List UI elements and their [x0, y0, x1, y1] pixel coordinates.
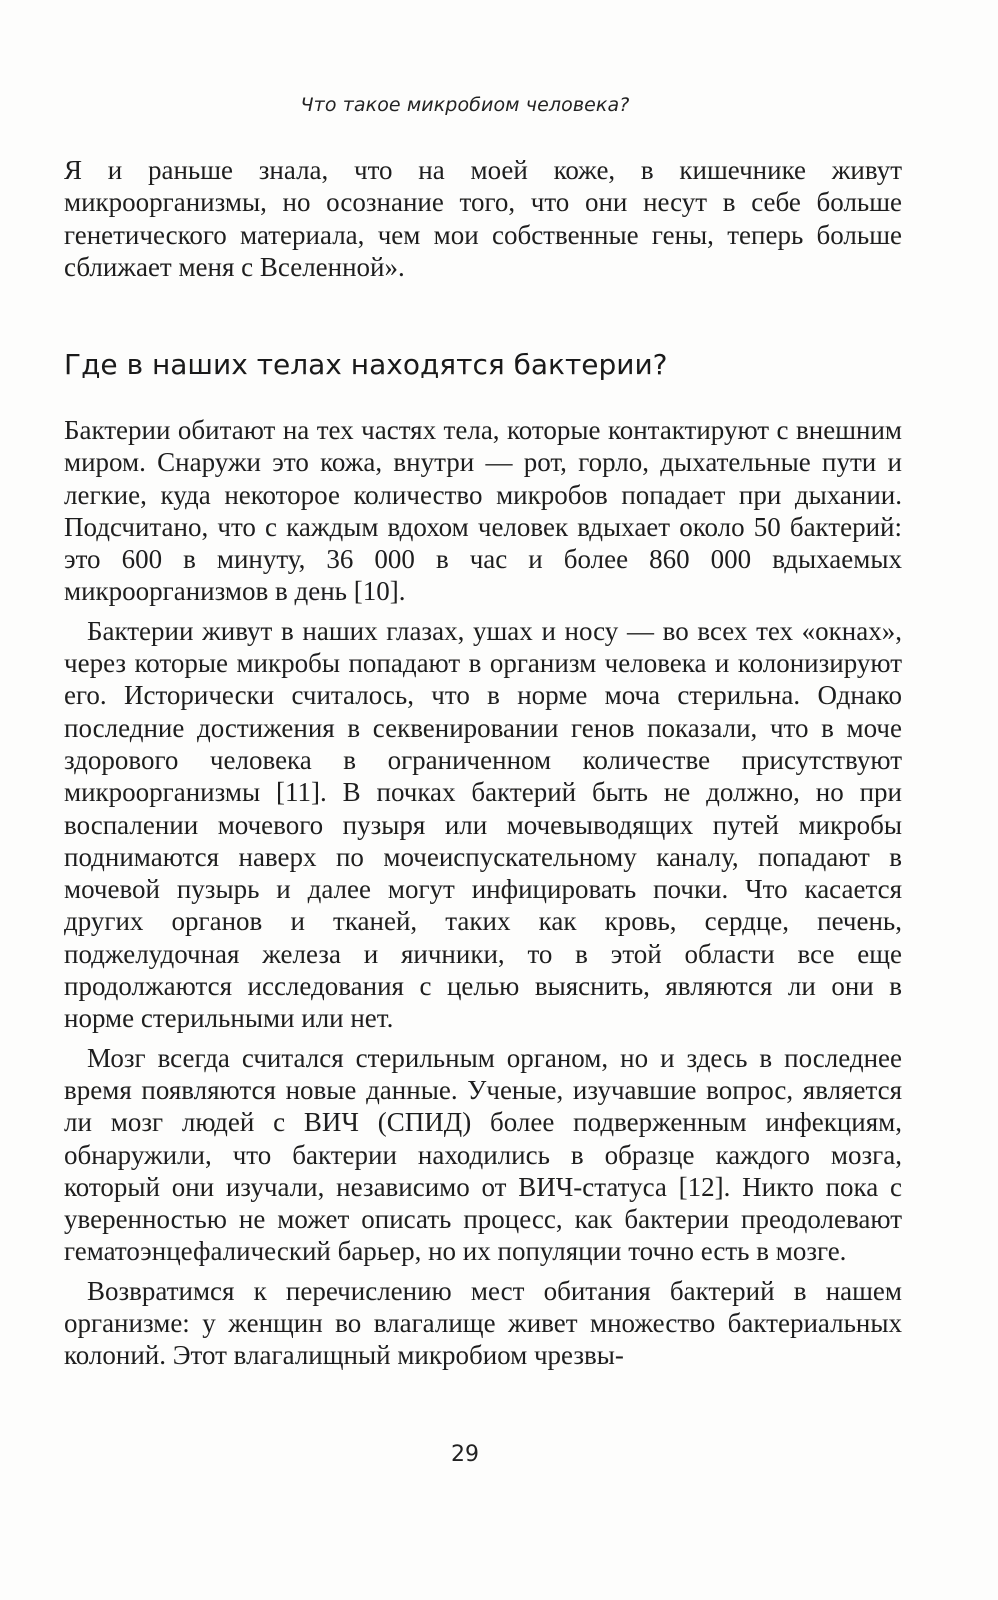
body-paragraph: Бактерии обитают на тех частях тела, которые контактируют с внешним миром. Снаружи это кожа, внутри — рот, горло, дыхательные пути и легкие, куда некоторое количество микробов попадает при дыхании. Подсчитано, что с каждым вдохом человек вдыхает около 50 бактерий: это 600 в минуту, 36 000 в час и более 860 000 вдыхаемых микроорганизмов в день [10].	[64, 415, 902, 607]
body-paragraph: Возвратимся к перечислению мест обитания бактерий в нашем организме: у женщин во влагалище живет множество бактериальных колоний. Этот влагалищный микробиом чрезвы-	[64, 1275, 902, 1371]
intro-text	[64, 154, 902, 283]
section-heading: Где в наших телах находятся бактерии?	[64, 348, 668, 381]
running-head: Что такое микробиом человека?	[300, 94, 630, 116]
section-body	[64, 414, 902, 1372]
body-paragraph: Мозг всегда считался стерильным органом, но и здесь в последнее время появляются новые данные. Ученые, изучавшие вопрос, является ли мозг людей с ВИЧ (СПИД) более подверженным инфекциям, обнаружили, что бактерии находились в образце каждого мозга, который они изучали, независимо от ВИЧ-статуса [12]. Никто пока с уверенностью не может описать процесс, как бактерии преодолевают гематоэнцефалический барьер, но их популяции точно есть в мозге.	[64, 1042, 902, 1267]
body-paragraph: Бактерии живут в наших глазах, ушах и носу — во всех тех «окнах», через которые микробы попадают в организм человека и колонизируют его. Исторически считалось, что в норме моча стерильна. Однако последние достижения в секвенировании генов показали, что в моче здорового человека в ограниченном количестве присутствуют микроорганизмы [11]. В почках бактерий быть не должно, но при воспалении мочевого пузыря или мочевыводящих путей микробы поднимаются наверх по мочеиспускательному каналу, попадают в мочевой пузырь и далее могут инфицировать почки. Что касается других органов и тканей, таких как кровь, сердце, печень, поджелудочная железа и яичники, то в этой области все еще продолжаются исследования с целью выяснить, являются ли они в норме стерильными или нет.	[64, 615, 902, 1034]
page-number: 29	[451, 1442, 479, 1467]
intro-paragraph: Я и раньше знала, что на моей коже, в кишечнике живут микроорганизмы, но осознание того, что они несут в себе больше генетического материала, чем мои собственные гены, теперь больше сближает меня с Вселенной».	[64, 155, 902, 282]
